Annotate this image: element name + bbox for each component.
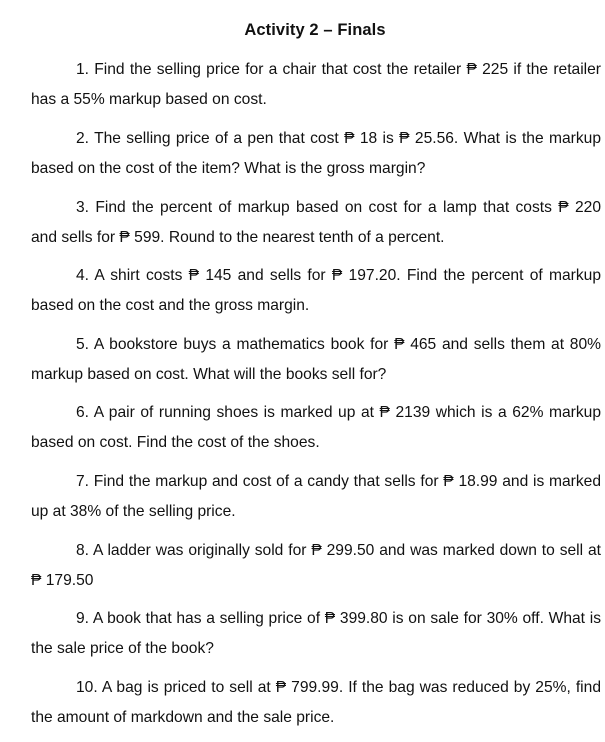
question-1: 1. Find the selling price for a chair that cost the retailer ₱ 225 if the retailer has a 55% markup based on cost. (31, 61, 601, 108)
question-8: 8. A ladder was originally sold for ₱ 299.50 and was marked down to sell at ₱ 179.50 (31, 542, 601, 589)
question-7: 7. Find the markup and cost of a candy that sells for ₱ 18.99 and is marked up at 38% of the selling price. (31, 473, 601, 520)
page-title: Activity 2 – Finals (244, 21, 386, 39)
question-5: 5. A bookstore buys a mathematics book for ₱ 465 and sells them at 80% markup based on cost. What will the books sell for? (31, 336, 601, 383)
question-4: 4. A shirt costs ₱ 145 and sells for ₱ 197.20. Find the percent of markup based on the cost and the gross margin. (31, 267, 601, 314)
question-6: 6. A pair of running shoes is marked up at ₱ 2139 which is a 62% markup based on cost. Find the cost of the shoes. (31, 404, 601, 451)
question-2: 2. The selling price of a pen that cost ₱ 18 is ₱ 25.56. What is the markup based on the cost of the item? What is the gross margin? (31, 130, 601, 177)
question-9: 9. A book that has a selling price of ₱ 399.80 is on sale for 30% off. What is the sale price of the book? (31, 610, 601, 657)
question-3: 3. Find the percent of markup based on cost for a lamp that costs ₱ 220 and sells for ₱ 599. Round to the nearest tenth of a percent. (31, 199, 601, 246)
question-10: 10. A bag is priced to sell at ₱ 799.99. If the bag was reduced by 25%, find the amount of markdown and the sale price. (31, 679, 601, 726)
